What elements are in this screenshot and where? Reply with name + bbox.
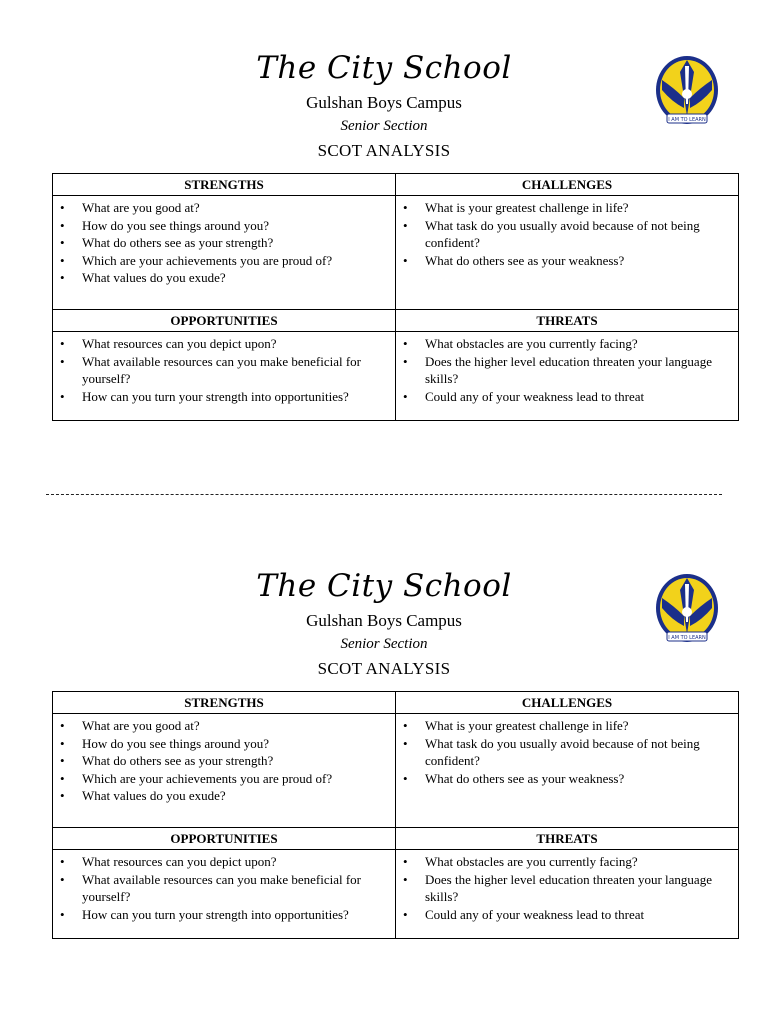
logo-motto: I AM TO LEARN — [668, 635, 706, 641]
threats-cell — [396, 332, 739, 421]
challenges-heading: CHALLENGES — [396, 174, 739, 196]
strengths-cell — [53, 714, 396, 828]
list-item: • What do others see as your strength? — [53, 234, 395, 252]
list-item: • What values do you exude? — [53, 269, 395, 287]
scot-sheet-2 — [0, 518, 768, 998]
logo-motto: I AM TO LEARN — [668, 117, 706, 123]
list-item: • What is your greatest challenge in life? — [396, 717, 738, 735]
school-crest-logo — [654, 54, 720, 128]
opportunities-heading: OPPORTUNITIES — [53, 828, 396, 850]
document-title: SCOT ANALYSIS — [317, 659, 451, 678]
campus-name: Gulshan Boys Campus — [306, 93, 462, 112]
list-item: • What are you good at? — [53, 717, 395, 735]
document-title: SCOT ANALYSIS — [317, 141, 451, 160]
opportunities-heading: OPPORTUNITIES — [53, 310, 396, 332]
list-item: • Which are your achievements you are proud of? — [53, 770, 395, 788]
list-item: • What do others see as your weakness? — [396, 252, 738, 270]
list-item: • Could any of your weakness lead to threat — [396, 388, 738, 406]
list-item: • What do others see as your weakness? — [396, 770, 738, 788]
challenges-cell — [396, 196, 739, 310]
list-item: • What resources can you depict upon? — [53, 335, 395, 353]
scot-sheet-1 — [0, 0, 768, 480]
list-item: • Could any of your weakness lead to threat — [396, 906, 738, 924]
list-item: • What do others see as your strength? — [53, 752, 395, 770]
list-item: • How do you see things around you? — [53, 217, 395, 235]
list-item: • Does the higher level education threaten your language skills? — [396, 871, 738, 906]
list-item: • What obstacles are you currently facing? — [396, 853, 738, 871]
challenges-cell — [396, 714, 739, 828]
list-item: • Does the higher level education threaten your language skills? — [396, 353, 738, 388]
school-name: The City School — [256, 568, 512, 604]
list-item: • What task do you usually avoid because of not being confident? — [396, 217, 738, 252]
list-item: • What are you good at? — [53, 199, 395, 217]
strengths-heading: STRENGTHS — [53, 174, 396, 196]
list-item: • What obstacles are you currently facing? — [396, 335, 738, 353]
section-name: Senior Section — [340, 636, 428, 652]
strengths-cell — [53, 196, 396, 310]
threats-cell — [396, 850, 739, 939]
opportunities-cell — [53, 850, 396, 939]
list-item: • What resources can you depict upon? — [53, 853, 395, 871]
list-item: • What values do you exude? — [53, 787, 395, 805]
list-item: • How do you see things around you? — [53, 735, 395, 753]
strengths-heading: STRENGTHS — [53, 692, 396, 714]
school-crest-logo — [654, 572, 720, 646]
cut-line-divider — [46, 494, 722, 495]
scot-table — [52, 691, 739, 939]
list-item: • Which are your achievements you are proud of? — [53, 252, 395, 270]
list-item: • What available resources can you make beneficial for yourself? — [53, 353, 395, 388]
challenges-heading: CHALLENGES — [396, 692, 739, 714]
threats-heading: THREATS — [396, 828, 739, 850]
school-name: The City School — [256, 50, 512, 86]
list-item: • What available resources can you make beneficial for yourself? — [53, 871, 395, 906]
threats-heading: THREATS — [396, 310, 739, 332]
list-item: • What is your greatest challenge in life? — [396, 199, 738, 217]
list-item: • What task do you usually avoid because of not being confident? — [396, 735, 738, 770]
list-item: • How can you turn your strength into opportunities? — [53, 388, 395, 406]
scot-table — [52, 173, 739, 421]
campus-name: Gulshan Boys Campus — [306, 611, 462, 630]
opportunities-cell — [53, 332, 396, 421]
section-name: Senior Section — [340, 118, 428, 134]
list-item: • How can you turn your strength into opportunities? — [53, 906, 395, 924]
